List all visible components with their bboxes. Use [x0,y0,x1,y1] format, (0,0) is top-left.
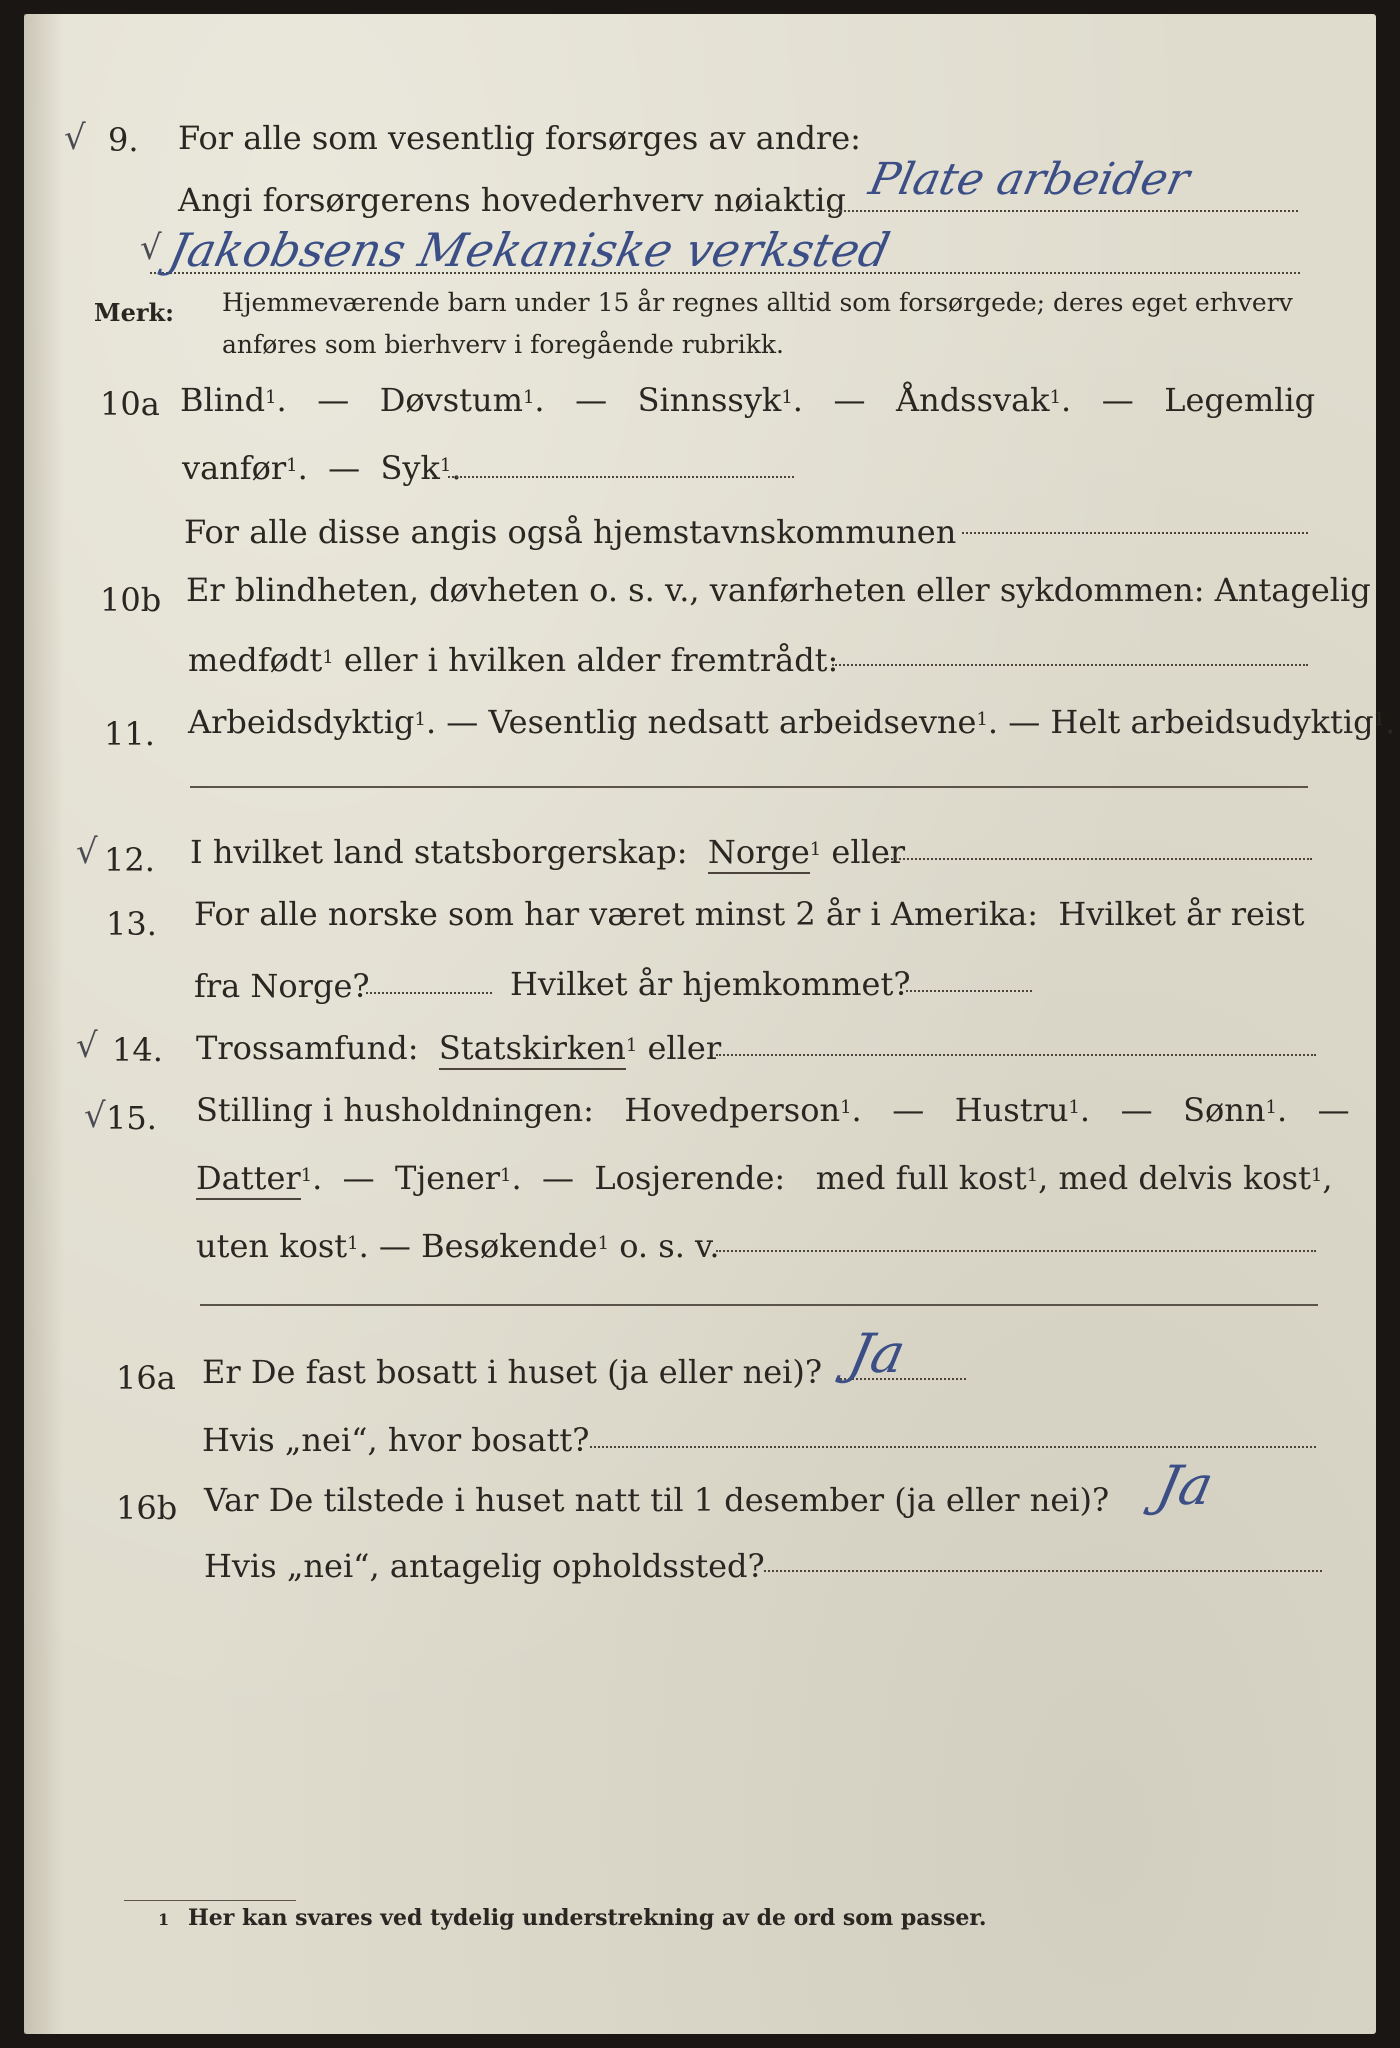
q11-answer-rule [190,786,1308,788]
q13-number: 13. [106,905,157,943]
q10b-answer-line [832,664,1308,666]
option-medfodt[interactable]: medfødt [188,641,323,679]
q9-number: 9. [108,121,139,159]
q13-hjem: Hvilket år hjemkommet? [510,965,911,1003]
q15-line1: Stilling i husholdningen: Hovedperson$^1$. — Hustru$^1$. — Sønn$^1$. — [196,1091,1350,1129]
q16b-answer-line [764,1570,1322,1572]
option-sinnssyk[interactable]: Sinnssyk [637,381,782,419]
merk-line1: Hjemmeværende barn under 15 år regnes alltid som forsørgede; deres eget erhverv [222,288,1293,317]
tick-mark-q15: √ [84,1096,106,1136]
q9-answer-line1 [828,210,1298,212]
q15-answer-line [716,1250,1316,1252]
q14-answer-line [716,1054,1316,1056]
q12-line: I hvilket land statsborgerskap: Norge$^1$ eller [190,832,905,872]
option-syk[interactable]: Syk [380,449,440,487]
option-legemlig[interactable]: Legemlig [1164,381,1316,419]
q9-line1: For alle som vesentlig forsørges av andre: [178,119,861,157]
q15-line3: uten kost$^1$. — Besøkende$^1$ o. s. v. [196,1227,720,1265]
option-besokende[interactable]: Besøkende [421,1227,598,1265]
option-blind[interactable]: Blind [180,381,266,419]
q16a-line2: Hvis „nei“, hvor bosatt? [202,1421,590,1459]
q16a-line1: Er De fast bosatt i huset (ja eller nei)? [202,1353,823,1391]
option-dovstum[interactable]: Døvstum [379,381,523,419]
option-hovedperson[interactable]: Hovedperson [624,1091,841,1129]
q15-answer-rule [200,1304,1318,1306]
option-statskirken-underlined[interactable]: Statskirken [439,1029,626,1070]
q16a-handwritten-answer: Ja [843,1322,911,1385]
q13-line1: For alle norske som har været minst 2 år i Amerika: Hvilket år reist [194,895,1305,933]
q15-number: 15. [106,1099,157,1137]
q10a-number: 10a [100,385,160,423]
q13-reist-line [366,992,492,994]
q16b-line1: Var De tilstede i huset natt til 1 desember (ja eller nei)? [204,1481,1110,1519]
footnote-marker: 1 [158,1910,170,1929]
option-hustru[interactable]: Hustru [954,1091,1069,1129]
tick-mark-q14: √ [76,1026,98,1066]
option-datter-underlined[interactable]: Datter [196,1159,301,1200]
footnote-text: Her kan svares ved tydelig understrekning av de ord som passer. [188,1905,987,1931]
option-sonn[interactable]: Sønn [1183,1091,1266,1129]
q16a-number: 16a [116,1359,176,1397]
q10a-line1: Blind$^1$. — Døvstum$^1$. — Sinnssyk$^1$. — Åndssvak$^1$. — Legemlig [180,381,1316,419]
merk-label: Merk: [94,298,174,327]
q9-handwritten-occupation: Plate arbeider [864,154,1194,205]
merk-line2: anføres som bierhverv i foregående rubrikk. [222,330,784,359]
q10a-hjemstavn: For alle disse angis også hjemstavnskommunen [184,513,957,551]
q10b-line1: Er blindheten, døvheten o. s. v., vanførheten eller sykdommen: Antagelig [186,571,1371,609]
option-arbeidsdyktig[interactable]: Arbeidsdyktig [188,703,415,741]
q16a-bosatt-line [590,1446,1316,1448]
q10a-hjemstavn-line [962,532,1308,534]
option-norge-underlined[interactable]: Norge [708,833,810,874]
q13-line2: fra Norge? [194,967,370,1005]
q9-line2: Angi forsørgerens hovederhverv nøiaktig [178,181,846,219]
q9-handwritten-employer: Jakobsens Mekaniske verksted [164,223,895,277]
tick-mark-q9-answer: √ [140,228,162,268]
option-arbeidsudyktig[interactable]: . — Helt arbeidsudyktig [987,703,1374,741]
option-nedsatt[interactable]: . — Vesentlig nedsatt arbeidsevne [425,703,977,741]
option-tjener[interactable]: Tjener [395,1159,501,1197]
q12-answer-line [884,858,1312,860]
q16b-line2: Hvis „nei“, antagelig opholdssted? [204,1547,765,1585]
q11-line: Arbeidsdyktig$^1$. — Vesentlig nedsatt arbeidsevne$^1$. — Helt arbeidsudyktig$^1$. [188,703,1396,741]
paper-edge-shade [24,14,64,2034]
q13-hjem-line [906,990,1032,992]
q15-line2: Datter$^1$. — Tjener$^1$. — Losjerende: med full kost$^1$, med delvis kost$^1$, [196,1158,1333,1198]
option-vanfor[interactable]: vanfør [182,449,287,487]
option-full-kost[interactable]: med full kost [815,1159,1027,1197]
option-delvis-kost[interactable]: med delvis kost [1058,1159,1311,1197]
footnote-rule [124,1900,296,1901]
tick-mark-q12: √ [76,832,98,872]
q16b-handwritten-answer: Ja [1151,1454,1219,1517]
option-andssvak[interactable]: Åndssvak [895,381,1050,419]
q14-line: Trossamfund: Statskirken$^1$ eller [196,1028,721,1068]
option-uten-kost[interactable]: uten kost [196,1227,348,1265]
q10a-line2: vanfør$^1$. — Syk$^1$. [182,449,462,487]
q10a-syk-line [448,476,794,478]
q11-number: 11. [104,715,155,753]
q14-number: 14. [112,1031,163,1069]
q10b-line2: medfødt$^1$ eller i hvilken alder fremtrådt: [188,641,839,679]
tick-mark-q9: √ [64,118,86,158]
q12-number: 12. [104,841,155,879]
q16b-number: 16b [116,1489,178,1527]
q10b-number: 10b [100,581,162,619]
